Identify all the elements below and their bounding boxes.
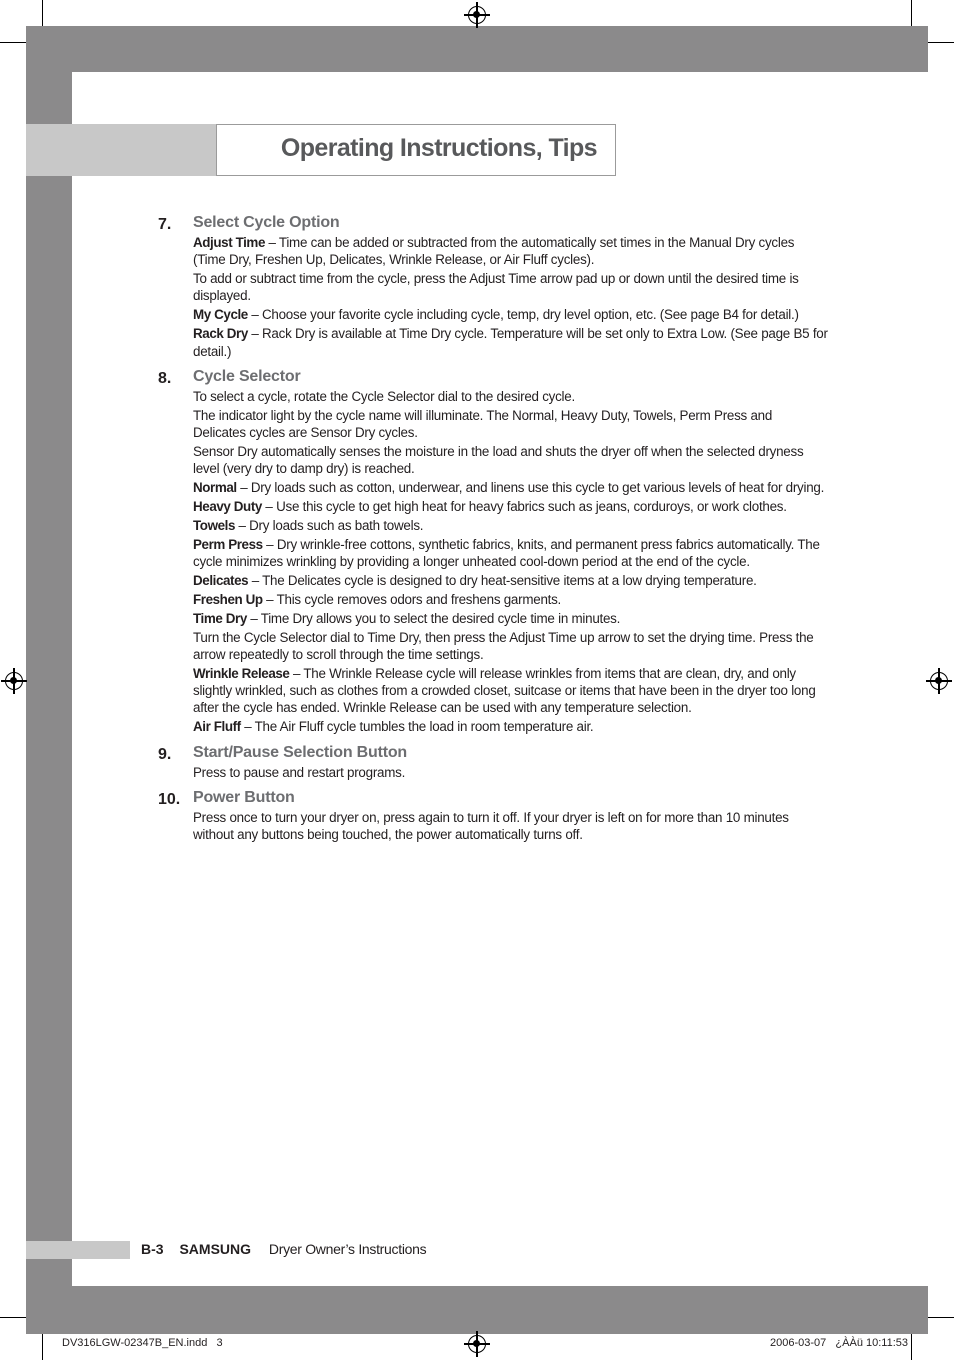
instruction-section [158, 368, 828, 736]
paragraph-text: – The Air Fluff cycle tumbles the load in room temperature air. [240, 719, 594, 735]
instruction-list [158, 214, 828, 852]
page-number: B-3 [141, 1241, 164, 1257]
section-paragraph [193, 665, 828, 717]
paragraph-text: Sensor Dry automatically senses the moisture in the load and shuts the dryer off when the selected dryness level (very dry to damp dry) is reached. [193, 443, 804, 477]
section-paragraph [193, 610, 828, 627]
cycle-term: Air Fluff [193, 719, 241, 735]
paragraph-text: – Dry loads such as bath towels. [235, 517, 424, 533]
cycle-term: Normal [193, 480, 237, 496]
section-paragraph [193, 498, 828, 515]
section-paragraph [193, 443, 828, 478]
registration-mark-icon [5, 672, 23, 690]
section-paragraph [193, 764, 828, 781]
slug-filename: DV316LGW-02347B_EN.indd 3 [62, 1337, 223, 1349]
section-paragraph [193, 517, 828, 534]
document-title: Dryer Owner’s Instructions [268, 1241, 427, 1257]
paragraph-text: – Time Dry allows you to select the desired cycle time in minutes. [246, 610, 621, 626]
section-paragraph [193, 591, 828, 608]
section-paragraph [193, 718, 828, 735]
cycle-term: Rack Dry [193, 326, 248, 342]
paragraph-text: – Dry loads such as cotton, underwear, and linens use this cycle to get various levels of heat for drying. [236, 480, 825, 496]
cycle-term: Delicates [193, 572, 249, 588]
cycle-term: Wrinkle Release [193, 665, 290, 681]
section-title: Power Button [193, 788, 295, 806]
section-paragraph [193, 536, 828, 571]
paragraph-text: – The Delicates cycle is designed to dry heat-sensitive items at a low drying temperature. [248, 572, 757, 588]
title-box [216, 124, 616, 176]
section-number: 9. [158, 745, 172, 763]
section-number: 7. [158, 216, 172, 233]
section-paragraph [193, 809, 828, 844]
paragraph-text: To add or subtract time from the cycle, press the Adjust Time arrow pad up or down until the desired time is displayed. [193, 271, 799, 304]
section-paragraph [193, 572, 828, 589]
section-paragraph [193, 407, 828, 442]
registration-mark-icon [930, 672, 948, 690]
cycle-term: Towels [193, 517, 235, 533]
section-paragraph [193, 325, 828, 360]
section-number: 8. [158, 369, 172, 387]
paragraph-text: Press to pause and restart programs. [193, 764, 406, 780]
cycle-term: Adjust Time [193, 235, 265, 250]
section-paragraph [193, 270, 828, 305]
paragraph-text: – Use this cycle to get high heat for heavy fabrics such as jeans, corduroys, or work clothes. [261, 499, 787, 515]
cycle-term: Time Dry [193, 610, 247, 626]
paragraph-text: Press once to turn your dryer on, press again to turn it off. If your dryer is left on for more than 10 minutes without any buttons being touched, the power automatically turns off. [193, 809, 789, 843]
instruction-section [158, 789, 828, 844]
section-title: Select Cycle Option [193, 214, 340, 231]
cycle-term: My Cycle [193, 307, 248, 323]
section-paragraph [193, 306, 828, 323]
section-paragraph [193, 629, 828, 664]
slug-timestamp: 2006-03-07 ¿ÀÀü 10:11:53 [769, 1337, 908, 1349]
brand-name: SAMSUNG [179, 1241, 252, 1257]
section-paragraph [193, 234, 828, 269]
paragraph-text: Turn the Cycle Selector dial to Time Dry, then press the Adjust Time up arrow to set the drying time. Press the arrow repeatedly to scroll through the time settings. [193, 629, 814, 662]
title-accent-strip [26, 124, 216, 176]
registration-mark-icon [468, 1335, 486, 1353]
section-paragraph [193, 388, 828, 405]
section-title: Start/Pause Selection Button [193, 743, 407, 761]
paragraph-text: – Time can be added or subtracted from the automatically set times in the Manual Dry cycles (Time Dry, Freshen Up, Delicates, Wrinkle Release, or Air Fluff cycles). [193, 235, 795, 268]
instruction-section [158, 214, 828, 360]
cycle-term: Perm Press [193, 536, 263, 552]
registration-mark-icon [468, 6, 486, 24]
paragraph-text: – Choose your favorite cycle including cycle, temp, dry level option, etc. (See page B4 for detail.) [247, 307, 799, 323]
section-paragraph [193, 479, 828, 496]
paragraph-text: – Rack Dry is available at Time Dry cycle. Temperature will be set only to Extra Low. (See page B5 for detail.) [193, 326, 828, 359]
paragraph-text: The indicator light by the cycle name will illuminate. The Normal, Heavy Duty, Towels, Perm Press and Delicates cycles are Sensor Dry cycles. [193, 407, 773, 441]
instruction-section [158, 744, 828, 781]
page-title: Operating Instructions, Tips [280, 134, 597, 162]
cycle-term: Freshen Up [193, 591, 263, 607]
footer-accent-strip [26, 1241, 130, 1259]
paragraph-text: To select a cycle, rotate the Cycle Selector dial to the desired cycle. [193, 388, 575, 404]
paragraph-text: – Dry wrinkle-free cottons, synthetic fabrics, knits, and permanent press fabrics automatically. The cycle minimizes wrinkling by providing a longer unheated cool-down period at the end of the cycle. [193, 536, 820, 570]
section-title: Cycle Selector [193, 367, 301, 385]
paragraph-text: – This cycle removes odors and freshens garments. [262, 591, 562, 607]
page-footer [141, 1241, 426, 1257]
paragraph-text: – The Wrinkle Release cycle will release wrinkles from items that are clean, dry, and only slightly wrinkled, such as clothes from a crowded closet, suitcase or items that have been in the dryer too long after the cycle has ended. Wrinkle Release can be used with any temperature selection. [193, 665, 816, 716]
section-number: 10. [158, 790, 181, 808]
cycle-term: Heavy Duty [193, 499, 262, 515]
